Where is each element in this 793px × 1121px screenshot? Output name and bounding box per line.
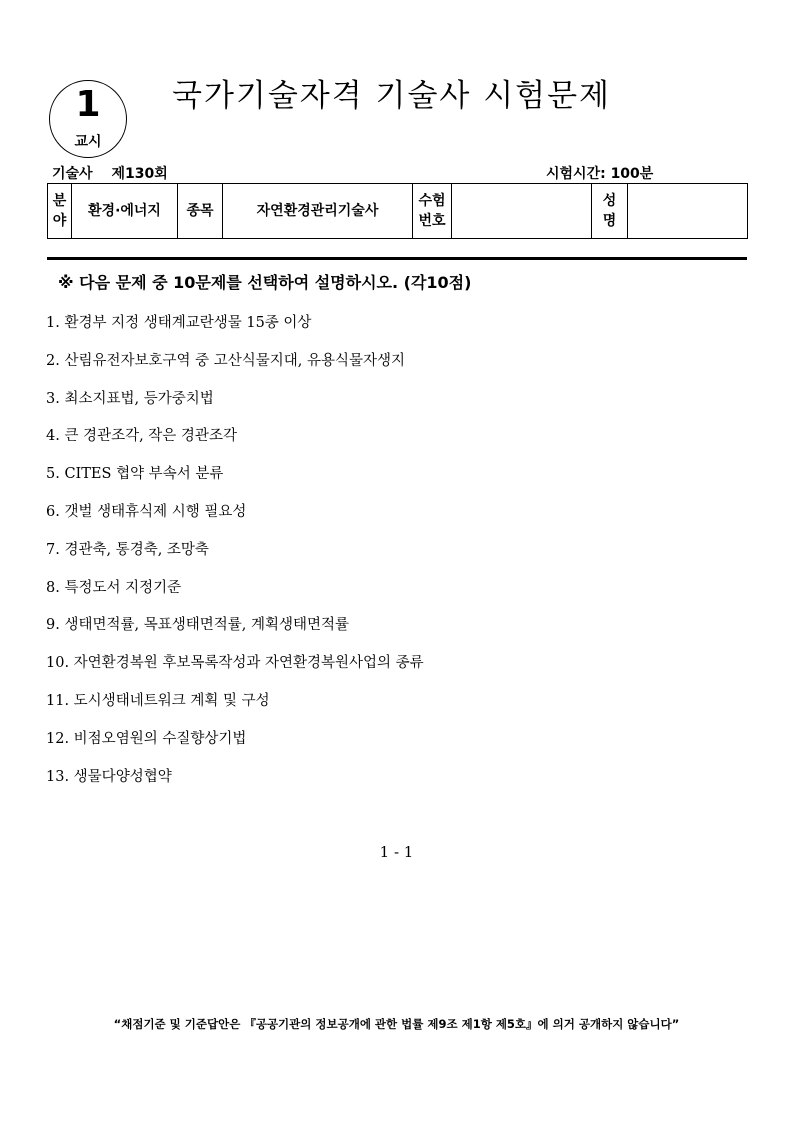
footer-note: “채점기준 및 기준답안은 『공공기관의 정보공개에 관한 법률 제9조 제1항 제5호』에 의거 공개하지 않습니다” bbox=[113, 1017, 680, 1031]
exam-info-table bbox=[47, 183, 748, 239]
question-item: 11. 도시생태네트워크 계획 및 구성 bbox=[46, 692, 270, 709]
question-list bbox=[46, 310, 424, 801]
session-number: 1 bbox=[75, 84, 101, 125]
field-label: 분 야 bbox=[48, 184, 72, 239]
session-badge bbox=[49, 80, 127, 158]
question-item: 3. 최소지표법, 등가중치법 bbox=[46, 390, 214, 407]
divider bbox=[47, 257, 747, 260]
exam-round: 제130회 bbox=[111, 166, 168, 182]
question-item: 4. 큰 경관조각, 작은 경관조각 bbox=[46, 428, 237, 445]
page-number: 1 - 1 bbox=[379, 843, 414, 861]
exam-category-line bbox=[52, 163, 168, 183]
question-item: 7. 경관축, 통경축, 조망축 bbox=[46, 541, 209, 558]
name-label: 성 명 bbox=[592, 184, 628, 239]
field-value: 환경·에너지 bbox=[72, 184, 178, 239]
question-item: 5. CITES 협약 부속서 분류 bbox=[46, 466, 224, 483]
question-item: 2. 산림유전자보호구역 중 고산식물지대, 유용식물자생지 bbox=[46, 352, 406, 369]
question-item: 12. 비점오염원의 수질향상기법 bbox=[46, 730, 247, 747]
question-item: 10. 자연환경복원 후보목록작성과 자연환경복원사업의 종류 bbox=[46, 655, 424, 672]
session-label: 교시 bbox=[74, 134, 102, 150]
type-label: 종목 bbox=[178, 184, 223, 239]
exam-number-field[interactable] bbox=[452, 184, 592, 239]
exam-number-label: 수험 번호 bbox=[413, 184, 452, 239]
exam-time: 시험시간: 100분 bbox=[546, 166, 654, 182]
question-item: 13. 생물다양성협약 bbox=[46, 768, 172, 785]
question-item: 9. 생태면적률, 목표생태면적률, 계획생태면적률 bbox=[46, 617, 350, 634]
exam-category: 기술사 bbox=[52, 166, 93, 182]
name-field[interactable] bbox=[628, 184, 748, 239]
instruction: ※ 다음 문제 중 10문제를 선택하여 설명하시오. (각10점) bbox=[58, 273, 472, 292]
type-value: 자연환경관리기술사 bbox=[223, 184, 413, 239]
page-title: 국가기술자격 기술사 시험문제 bbox=[172, 78, 612, 114]
question-item: 6. 갯벌 생태휴식제 시행 필요성 bbox=[46, 503, 247, 520]
question-item: 8. 특정도서 지정기준 bbox=[46, 579, 182, 596]
question-item: 1. 환경부 지정 생태계교란생물 15종 이상 bbox=[46, 315, 312, 331]
